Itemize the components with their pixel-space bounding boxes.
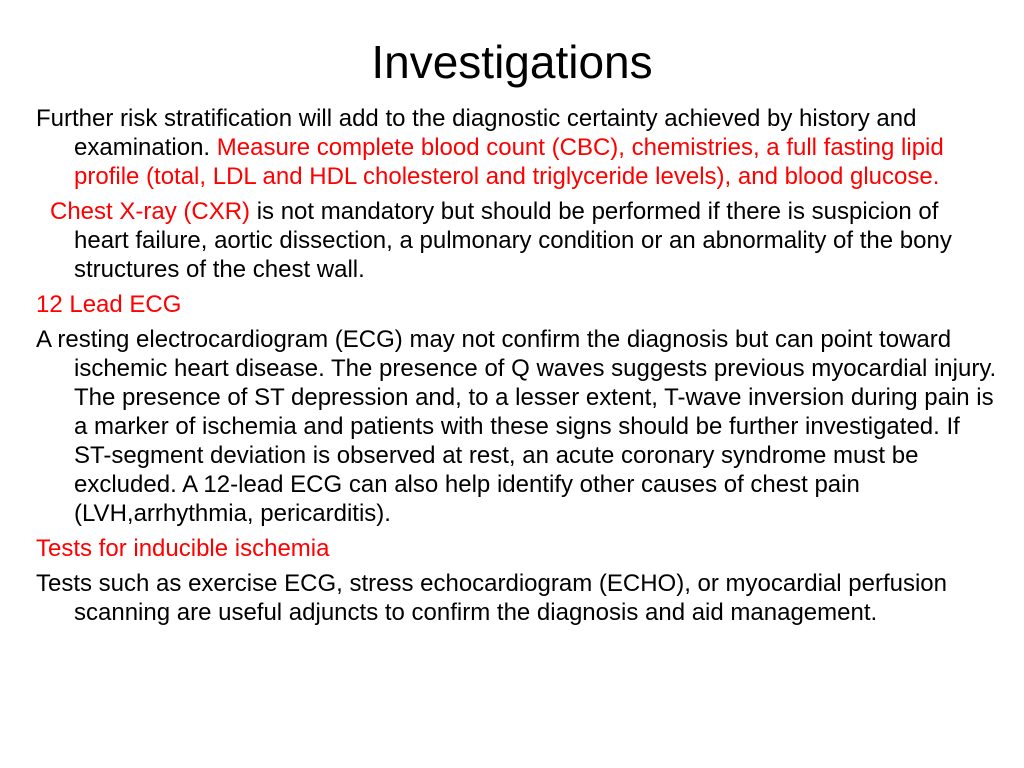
chest-xray-highlight: Chest X-ray (CXR)	[50, 198, 251, 225]
chest-xray-paragraph	[36, 197, 998, 284]
slide-body	[36, 104, 998, 633]
chest-xray-text: is not mandatory but should be performed if there is suspicion of heart failure, aortic dissection, a pulmonary condition or an abnormality of the bony structures of the chest wall.	[74, 198, 952, 283]
slide-title: Investigations	[371, 36, 653, 88]
ecg-paragraph: A resting electrocardiogram (ECG) may not confirm the diagnosis but can point toward ischemic heart disease. The presence of Q waves suggests previous myocardial injury. The presence of ST depression and, to a lesser extent, T-wave inversion during pain is a marker of ischemia and patients with these signs should be further investigated. If ST-segment deviation is observed at rest, an acute coronary syndrome must be excluded. A 12-lead ECG can also help identify other causes of chest pain (LVH,arrhythmia, pericarditis).	[36, 326, 997, 527]
inducible-ischemia-heading: Tests for inducible ischemia	[36, 535, 330, 562]
ecg-heading: 12 Lead ECG	[36, 291, 182, 318]
risk-stratification-paragraph	[36, 104, 998, 191]
blood-tests-highlight: Measure complete blood count (CBC), chemistries, a full fasting lipid profile (total, LDL and HDL cholesterol and triglyceride levels), and blood glucose.	[74, 134, 944, 190]
inducible-ischemia-paragraph: Tests such as exercise ECG, stress echocardiogram (ECHO), or myocardial perfusion scanning are useful adjuncts to confirm the diagnosis and aid management.	[36, 570, 947, 626]
risk-stratification-text: Further risk stratification will add to the diagnostic certainty achieved by history and examination.	[36, 105, 917, 161]
